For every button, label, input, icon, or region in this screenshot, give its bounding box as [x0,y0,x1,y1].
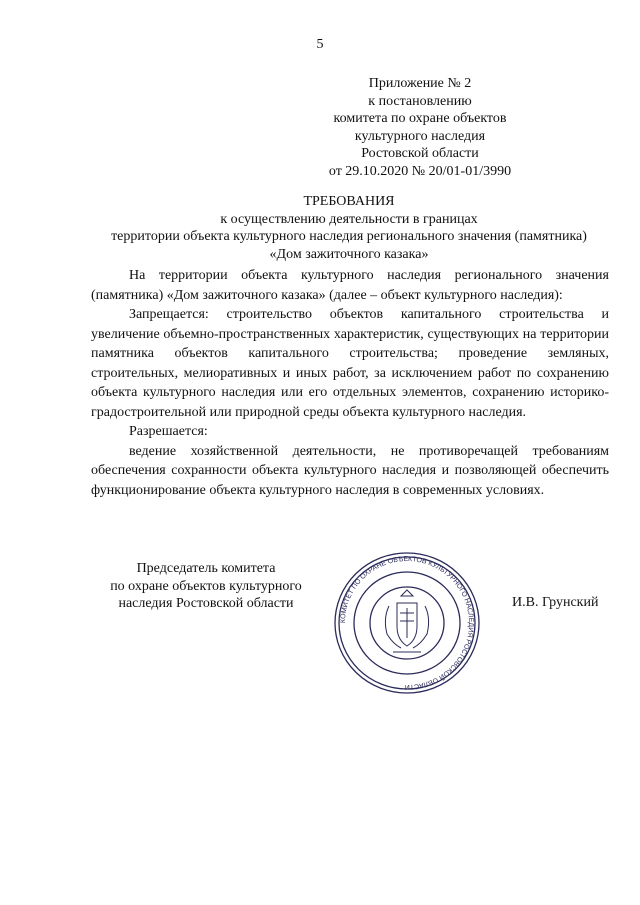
official-seal-icon [327,548,487,698]
body-paragraph: На территории объекта культурного наследия регионального значения (памятника) «Дом зажиточного казака» (далее – объект культурного наследия): [91,268,609,303]
document-body [91,266,609,500]
appendix-line: культурного наследия [354,128,486,144]
appendix-block [290,75,550,180]
appendix-line: от 29.10.2020 № 20/01-01/3990 [328,163,512,179]
appendix-line: комитета по охране объектов [333,111,507,126]
body-paragraph: Разрешается: [129,424,208,439]
appendix-line: Ростовской области [361,146,479,161]
coat-of-arms-icon [385,590,428,652]
position-line: по охране объектов культурного [110,578,302,594]
title-line: к осуществлению деятельности в границах [220,211,478,227]
position-line: Председатель комитета [136,561,276,576]
signatory-position [95,560,317,613]
document-title [60,193,638,263]
seal-outer-text: КОМИТЕТ ПО ОХРАНЕ ОБЪЕКТОВ КУЛЬТУРНОГО НАСЛЕДИЯ РОСТОВСКОЙ ОБЛАСТИ [339,555,475,691]
title-heading: ТРЕБОВАНИЯ [303,194,395,209]
appendix-line: Приложение № 2 [368,76,472,91]
body-paragraph: Запрещается: строительство объектов капитального строительства и увеличение объемно-пространственных характеристик, существующих на территории памятника объектов капитального строительства; проведение земляных, строительных, мелиоративных и иных работ, за исключением работ по сохранению объекта культурного наследия или его отдельных элементов, сохранению историко-градостроительной или природной среды объекта культурного наследия. [91,307,609,420]
signatory-name: И.В. Грунский [512,595,599,610]
body-paragraph: ведение хозяйственной деятельности, не противоречащей требованиям обеспечения сохранности объекта культурного наследия и позволяющей обеспечить функционирование объекта культурного наследия в современных условиях. [91,443,609,498]
page-number: 5 [316,37,324,52]
title-line: территории объекта культурного наследия регионального значения (памятника) [111,229,587,244]
appendix-line: к постановлению [368,93,472,109]
position-line: наследия Ростовской области [118,596,294,611]
title-line: «Дом зажиточного казака» [269,246,429,262]
